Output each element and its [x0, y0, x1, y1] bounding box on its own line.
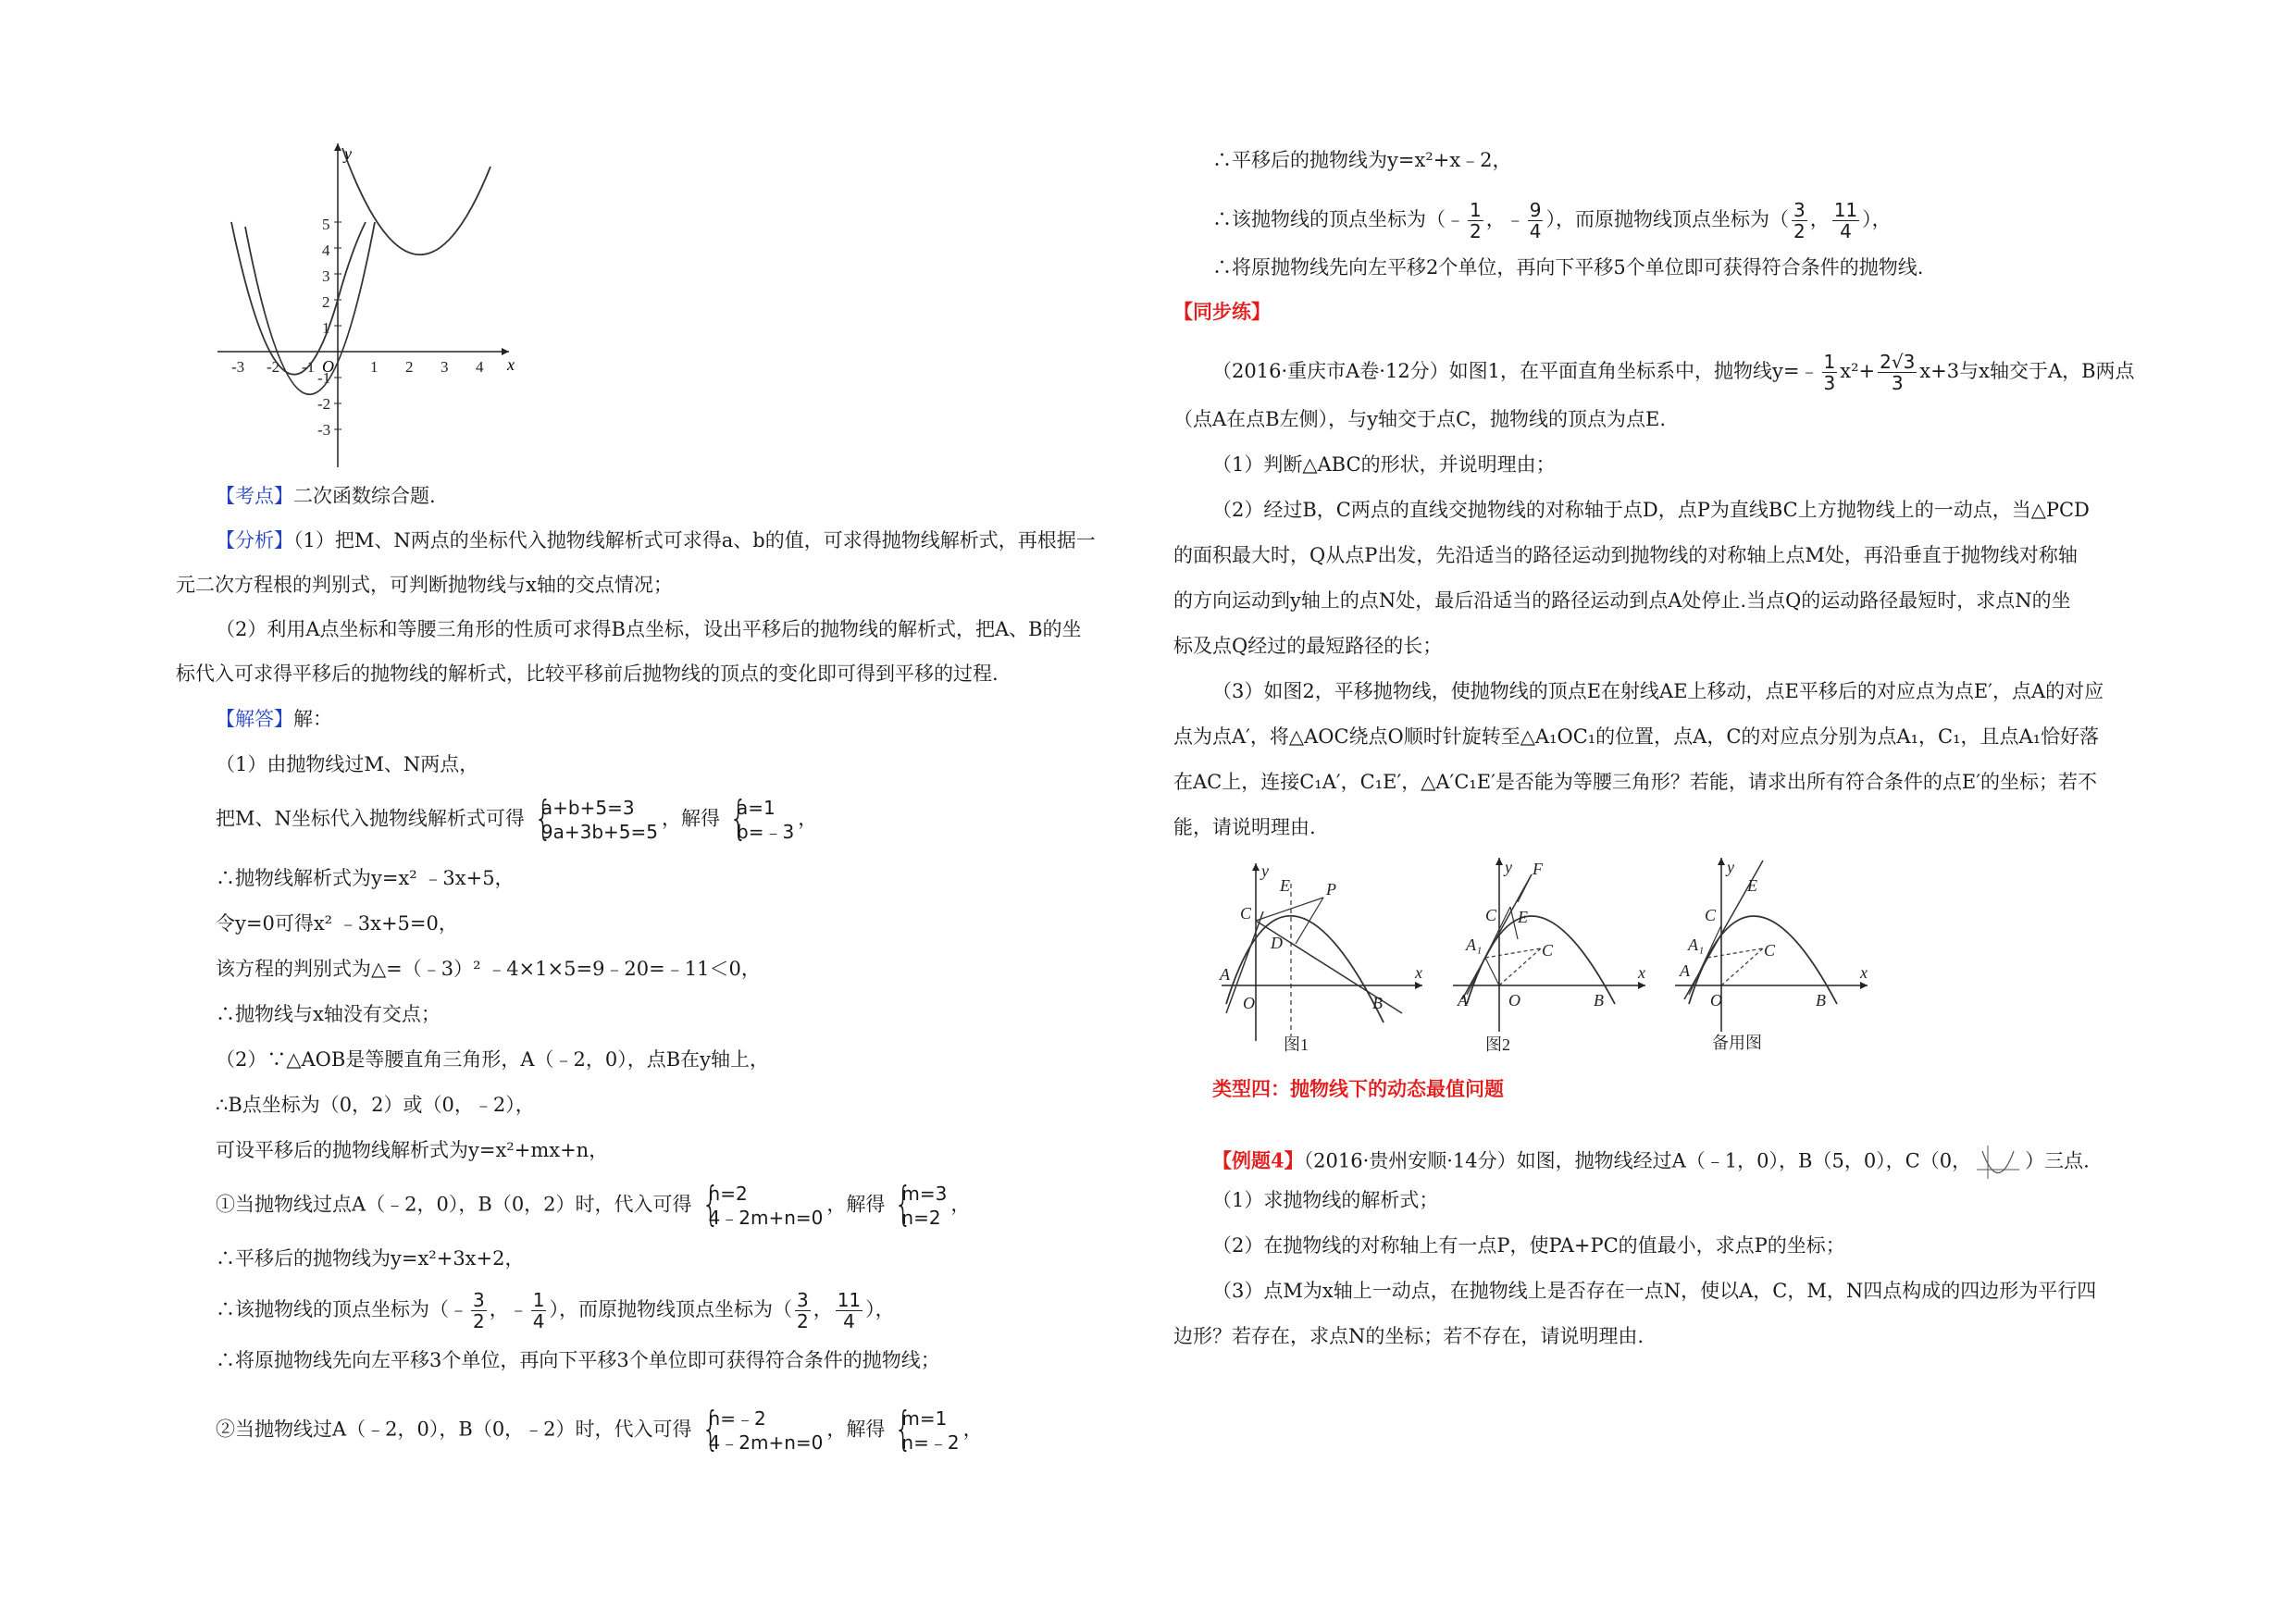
equation-system: { a+b+5=3 9a+3b+5=5 [534, 791, 659, 845]
fig1-caption: 图1 [1284, 1035, 1309, 1054]
fig2-label: A [1458, 991, 1468, 1010]
example-4-tag: 【例题4】 [1212, 1148, 1304, 1172]
fig3-label: O [1710, 991, 1722, 1010]
fig3-label: x [1860, 963, 1868, 982]
solution-step-system [216, 791, 818, 845]
fig1-label: E [1280, 876, 1290, 895]
step-text: ），而原抛物线顶点坐标为（ [549, 1298, 792, 1320]
problem-line: 的方向运动到y轴上的点N处，最后沿适当的路径运动到点A处停止.当点Q的运动路径最短时，求点N的坐 [1173, 589, 2071, 612]
x-tick: -2 [267, 358, 280, 376]
fig3-label: y [1727, 858, 1734, 876]
x-tick: 3 [441, 358, 449, 376]
jieda-line [216, 705, 332, 733]
problem-line: 标及点Q经过的最短路径的长； [1173, 635, 1443, 657]
step-text: ， [962, 1418, 983, 1441]
step-text: 把M、N坐标代入抛物线解析式可得 [216, 807, 525, 830]
equation: n=﹣2 [708, 1407, 766, 1430]
solution-step-vertex [1212, 200, 1892, 242]
fig1-label: O [1243, 994, 1255, 1012]
x-tick: -3 [231, 358, 245, 376]
y-tick: -1 [317, 369, 331, 387]
y-tick: -2 [317, 395, 331, 413]
x-tick: 1 [370, 358, 379, 376]
problem-line: （1）判断△ABC的形状，并说明理由； [1212, 453, 1556, 476]
fenxi-text: （1）把M、N两点的坐标代入抛物线解析式可求得a、b的值，可求得抛物线解析式，再根据一 [293, 529, 1096, 551]
fig3-label: B [1816, 991, 1826, 1010]
step-text: ，﹣ [489, 1298, 528, 1320]
step-text: x²+ [1840, 360, 1876, 382]
x-tick: 4 [476, 358, 484, 376]
step-text: ， [798, 807, 818, 830]
equation: m=3 [901, 1183, 948, 1205]
step-text: ）三点. [2025, 1149, 2090, 1172]
fig1-label: D [1271, 934, 1283, 952]
fig1-label: P [1326, 880, 1336, 898]
question-line: 边形？若存在，求点N的坐标；若不存在，请说明理由. [1173, 1325, 1644, 1347]
fraction: $\frac{1}{3}$ [1823, 351, 1836, 394]
parabola-graph [213, 139, 518, 472]
fig3-label: A [1680, 961, 1690, 980]
problem-line: （3）如图2，平移抛物线，使抛物线的顶点E在射线AE上移动，点E平移后的对应点为点E′，点A的对应 [1212, 680, 2104, 702]
step-text: ∴该抛物线的顶点坐标为（﹣ [1212, 208, 1465, 230]
equation: a+b+5=3 [540, 797, 635, 819]
step-text: （2016·重庆市A卷·12分）如图1，在平面直角坐标系中，抛物线y=﹣ [1212, 360, 1819, 382]
step-text: x+3与x轴交于A，B两点 [1919, 360, 2135, 382]
fig2-label: F [1533, 860, 1543, 878]
solution-step: 可设平移后的抛物线解析式为y=x²+mx+n， [216, 1139, 609, 1161]
fraction: $\frac{11}{4}$ [837, 1289, 862, 1332]
equation: 4﹣2m+n=0 [708, 1431, 824, 1454]
fenxi-line-4: 标代入可求得平移后的抛物线的解析式，比较平移前后抛物线的顶点的变化即可得到平移的过程. [176, 663, 999, 685]
fig2-label: B [1594, 991, 1604, 1010]
solution-step: （2）∵△AOB是等腰直角三角形，A（﹣2，0），点B在y轴上， [216, 1048, 770, 1071]
problem-line: （点A在点B左侧），与y轴交于点C，抛物线的顶点为点E. [1173, 408, 1667, 430]
solution-step: （1）由抛物线过M、N两点， [216, 753, 479, 775]
solution-step: 令y=0可得x² ﹣3x+5=0， [216, 912, 458, 935]
fraction: $\frac{1}{4}$ [532, 1289, 545, 1332]
fenxi-line-2: 元二次方程根的判别式，可判断抛物线与x轴的交点情况； [176, 574, 673, 596]
y-axis-label: y [344, 144, 352, 163]
fig2-label: x [1638, 963, 1645, 982]
kaodian-line [216, 482, 436, 510]
fig3-label: E [1747, 876, 1757, 895]
step-text: ），而原抛物线顶点坐标为（ [1545, 208, 1789, 230]
problem-line: 的面积最大时，Q从点P出发，先沿适当的路径运动到抛物线的对称轴上点M处，再沿垂直于抛物线对称轴 [1173, 544, 2078, 566]
x-axis-label: x [507, 355, 515, 374]
problem-line: 能，请说明理由. [1173, 816, 1316, 838]
figure-backup [1666, 847, 1874, 1055]
step-text: ）， [1862, 208, 1892, 230]
problem-line: 点为点A′，将△AOC绕点O顺时针旋转至△A₁OC₁的位置，点A，C的对应点分别为点A₁，C₁，且点A₁恰好落 [1173, 725, 2100, 748]
fig1-label: y [1261, 861, 1269, 880]
solution-step-system [216, 1402, 983, 1456]
equation: n=2 [901, 1207, 941, 1229]
fig2-label: O [1508, 991, 1520, 1010]
y-tick: 2 [322, 293, 330, 311]
equation-system: { n=2 4﹣2m+n=0 [701, 1177, 824, 1231]
fig2-label: E [1518, 908, 1528, 926]
step-text: ， [1809, 208, 1830, 230]
y-tick: 4 [322, 242, 330, 259]
fig1-label: B [1372, 994, 1383, 1012]
fraction: $\frac{3}{2}$ [1793, 199, 1806, 242]
kaodian-text: 二次函数综合题. [293, 485, 436, 507]
fraction: $\frac{3}{2}$ [473, 1289, 485, 1332]
fraction: $\frac{2√3}{3}$ [1880, 351, 1916, 394]
fig1-label: x [1415, 963, 1422, 982]
jieda-text: 解： [293, 708, 332, 730]
solution-step: ∴抛物线与x轴没有交点； [216, 1003, 441, 1025]
x-tick: -1 [302, 358, 316, 376]
solution-step: ∴B点坐标为（0，2）或（0，﹣2）， [216, 1094, 535, 1116]
fenxi-line-1 [216, 527, 1096, 554]
solution-system: { m=3 n=2 [894, 1177, 948, 1231]
figure-2 [1444, 847, 1652, 1055]
mini-parabola-icon [1975, 1144, 2021, 1181]
type-four-heading: 类型四：抛物线下的动态最值问题 [1212, 1077, 1504, 1100]
fenxi-tag: 【分析】 [216, 529, 293, 551]
solution-system: { a=1 b=﹣3 [729, 791, 795, 845]
equation: n=2 [708, 1183, 748, 1205]
fraction: $\frac{9}{4}$ [1529, 199, 1542, 242]
question-line: （2）在抛物线的对称轴上有一点P，使PA+PC的值最小，求点P的坐标； [1212, 1234, 1845, 1257]
step-text: ，解得 [662, 807, 721, 830]
fraction: $\frac{3}{2}$ [796, 1289, 809, 1332]
fig2-label: C [1542, 941, 1554, 960]
solution-step: ∴平移后的抛物线为y=x²+3x+2， [216, 1247, 525, 1270]
y-tick: -3 [317, 421, 331, 439]
jieda-tag: 【解答】 [216, 708, 293, 730]
fenxi-line-3: （2）利用A点坐标和等腰三角形的性质可求得B点坐标，设出平移后的抛物线的解析式，把A、B的坐 [216, 618, 1082, 640]
equation: a=1 [737, 797, 776, 819]
origin-label: O [322, 357, 334, 376]
fig2-label: C [1485, 906, 1497, 924]
fig2-caption: 图2 [1485, 1035, 1510, 1054]
fig3-label: C [1764, 941, 1776, 960]
fig2-label: A₁ [1466, 935, 1483, 954]
step-text: ， [950, 1193, 971, 1216]
fig2-label: y [1505, 858, 1512, 876]
question-line: （1）求抛物线的解析式； [1212, 1189, 1439, 1211]
x-tick: 2 [405, 358, 414, 376]
solution-step: ∴抛物线解析式为y=x² ﹣3x+5， [216, 867, 515, 889]
solution-step: 该方程的判别式为△=（﹣3）² ﹣4×1×5=9﹣20=﹣11＜0， [216, 958, 761, 980]
fig3-label: C [1705, 906, 1717, 924]
problem-line: （2）经过B，C两点的直线交抛物线的对称轴于点D，点P为直线BC上方抛物线上的一动点，当△PCD [1212, 499, 2090, 521]
kaodian-tag: 【考点】 [216, 485, 293, 507]
step-text: ，﹣ [1485, 208, 1525, 230]
step-text: ∴该抛物线的顶点坐标为（﹣ [216, 1298, 468, 1320]
step-text: ，解得 [826, 1193, 886, 1216]
figure-1 [1217, 856, 1430, 1055]
solution-step: ∴将原抛物线先向左平移3个单位，再向下平移3个单位即可获得符合条件的抛物线； [216, 1349, 940, 1371]
y-tick: 3 [322, 267, 330, 285]
solution-step-system [216, 1177, 971, 1231]
fraction: $\frac{1}{2}$ [1470, 199, 1482, 242]
tongbu-heading: 【同步练】 [1173, 300, 1271, 323]
fraction: $\frac{11}{4}$ [1833, 199, 1858, 242]
example-4-line [1212, 1144, 2090, 1181]
equation-system: { n=﹣2 4﹣2m+n=0 [701, 1402, 824, 1456]
solution-step: ∴将原抛物线先向左平移2个单位，再向下平移5个单位即可获得符合条件的抛物线. [1212, 256, 1924, 279]
equation: b=﹣3 [737, 821, 795, 843]
fig1-label: A [1220, 965, 1230, 984]
step-text: ）， [865, 1298, 895, 1320]
problem-line: 在AC上，连接C₁A′，C₁E′，△A′C₁E′是否能为等腰三角形？若能，请求出所有符合条件的点E′的坐标；若不 [1173, 771, 2097, 793]
equation: n=﹣2 [901, 1431, 960, 1454]
fig3-label: A₁ [1688, 935, 1705, 954]
step-text: ②当抛物线过A（﹣2，0），B（0，﹣2）时，代入可得 [216, 1418, 692, 1441]
solution-step: ∴平移后的抛物线为y=x²+x﹣2， [1212, 149, 1512, 171]
fig3-caption: 备用图 [1712, 1034, 1762, 1052]
fig1-label: C [1240, 904, 1252, 923]
equation: m=1 [901, 1407, 948, 1430]
equation: 9a+3b+5=5 [540, 821, 659, 843]
y-tick: 5 [322, 216, 330, 233]
y-tick: 1 [322, 319, 330, 337]
equation: 4﹣2m+n=0 [708, 1207, 824, 1229]
problem-line [1212, 352, 2135, 393]
step-text: ①当抛物线过点A（﹣2，0），B（0，2）时，代入可得 [216, 1193, 692, 1216]
step-text: ， [813, 1298, 833, 1320]
step-text: ，解得 [826, 1418, 886, 1441]
solution-step-vertex [216, 1290, 895, 1332]
question-line: （3）点M为x轴上一动点，在抛物线上是否存在一点N，使以A，C，M，N四点构成的四边形为平行四 [1212, 1280, 2097, 1302]
step-text: （2016·贵州安顺·14分）如图，抛物线经过A（﹣1，0），B（5，0），C（0， [1303, 1149, 1972, 1172]
solution-system: { m=1 n=﹣2 [894, 1402, 960, 1456]
